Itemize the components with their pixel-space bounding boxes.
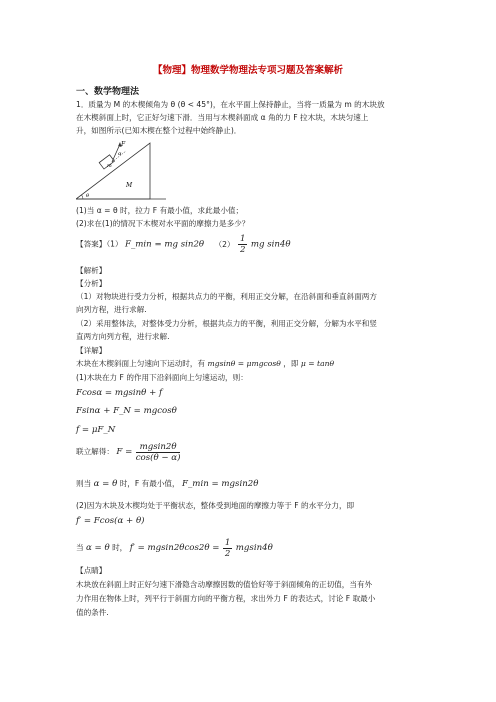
- equation-2: Fsinα + F_N = mgcosθ: [76, 406, 177, 416]
- answer-2-fraction: [238, 234, 247, 255]
- detail-eq-0b: μ = tanθ: [300, 359, 335, 368]
- force-denominator: cos(θ − α): [135, 452, 181, 463]
- minimum-line: [76, 479, 258, 489]
- wedge-diagram: [76, 139, 168, 201]
- detail-text-1b: ，即: [283, 359, 299, 368]
- answer-2-numerator: 1: [239, 234, 246, 244]
- label-dianjing: 【点睛】: [76, 566, 107, 575]
- force-numerator: mgsin2θ: [136, 442, 181, 453]
- final-fraction: [223, 538, 232, 559]
- angle-arc: [82, 195, 84, 199]
- analysis-line-2: 向列方程，进行求解.: [76, 305, 147, 314]
- problem-line-1: 1．质量为 M 的木楔倾角为 θ (θ < 45°)，在水平面上保持静止，当将一质量为 m 的木块放: [76, 100, 385, 109]
- final-text-a: 当: [76, 543, 84, 552]
- wedge-label: M: [126, 182, 133, 189]
- final-cond: α = θ: [86, 543, 110, 553]
- answer-line: [76, 234, 291, 255]
- detail-line-2: (1)木块在力 F 的作用下沿斜面向上匀速运动，则：: [76, 373, 248, 382]
- min-text-a: 则当: [76, 479, 92, 488]
- problem-line-3: 升，如图所示(已知木楔在整个过程中始终静止)．: [76, 126, 242, 135]
- force-expression-lhs: F =: [116, 447, 133, 457]
- min-cond: α = θ: [93, 479, 118, 489]
- final-line: [76, 537, 273, 559]
- answer-mid: （2）: [214, 239, 235, 249]
- answer-prefix: 【答案】（1）: [76, 239, 123, 249]
- comment-line-3: 值的条件.: [76, 608, 109, 617]
- min-value: F_min = mgsin2θ: [182, 479, 259, 489]
- block-label: m: [107, 163, 112, 169]
- force-expression-fraction: [136, 442, 181, 463]
- problem-line-2: 在木楔斜面上时，它正好匀速下滑．当用与木楔斜面成 α 角的力 F 拉木块，木块匀速上: [76, 113, 369, 122]
- analysis-line-3: （2）采用整体法，对整体受力分析，根据共点力的平衡，利用正交分解，分解为水平和竖: [76, 319, 377, 328]
- equation-1: Fcosα = mgsinθ + f: [76, 388, 163, 398]
- document-title: 【物理】物理数学物理法专项习题及答案解析: [152, 65, 343, 76]
- question-2: (2)求在(1)的情况下木楔对水平面的摩擦力是多少？: [76, 219, 250, 228]
- min-text-c: 时，F 有最小值，: [119, 479, 180, 488]
- detail-text-1a: 木块在木楔斜面上匀速向下运动时，有: [76, 359, 206, 368]
- final-numerator: 1: [224, 537, 231, 548]
- equation-4: f′ = Fcos(α + θ): [76, 516, 145, 526]
- label-fenxi: 【分析】: [76, 279, 107, 288]
- equation-3: f = μF_N: [76, 425, 116, 435]
- detail-line-1: [76, 359, 334, 369]
- final-formula: f′ = mgsin2θcos2θ =: [129, 543, 220, 553]
- label-jiexi: 【解析】: [76, 266, 107, 275]
- final-formula-rest: mgsin4θ: [235, 543, 273, 553]
- force-label: F: [121, 141, 126, 148]
- answer-1-formula: F_min = mg sin2θ: [125, 239, 205, 250]
- detail-eq-0: mgsinθ = μmgcosθ: [207, 359, 281, 368]
- label-xiangjie: 【详解】: [76, 346, 107, 355]
- analysis-line-1: （1）对物块进行受力分析，根据共点力的平衡，利用正交分解，在沿斜面和垂直斜面两方: [76, 292, 377, 301]
- detail-line-3: (2)因为木块及木楔均处于平衡状态，整体受到地面的摩擦力等于 F 的水平分力，即: [76, 501, 355, 510]
- final-text-c: 时，: [112, 543, 128, 552]
- answer-2-denominator: 2: [239, 245, 246, 255]
- theta-label: θ: [86, 193, 90, 199]
- alpha-label: α: [118, 151, 122, 157]
- question-1: (1)当 α = θ 时，拉力 F 有最小值，求此最小值；: [76, 206, 244, 215]
- solve-line: [76, 441, 181, 463]
- final-denominator: 2: [224, 548, 231, 559]
- wedge-shape: [76, 143, 150, 199]
- comment-line-1: 木块放在斜面上时正好匀速下滑隐含动摩擦因数的值恰好等于斜面倾角的正切值，当有外: [76, 580, 373, 589]
- analysis-line-4: 直两方向列方程，进行求解.: [76, 332, 170, 341]
- section-heading: 一、数学物理法: [76, 87, 140, 97]
- answer-2-formula: mg sin4θ: [250, 239, 291, 250]
- solve-label: 联立解得：: [76, 447, 114, 456]
- comment-line-2: 力作用在物体上时，列平行于斜面方向的平衡方程，求出外力 F 的表达式，讨论 F 取最小: [76, 594, 376, 603]
